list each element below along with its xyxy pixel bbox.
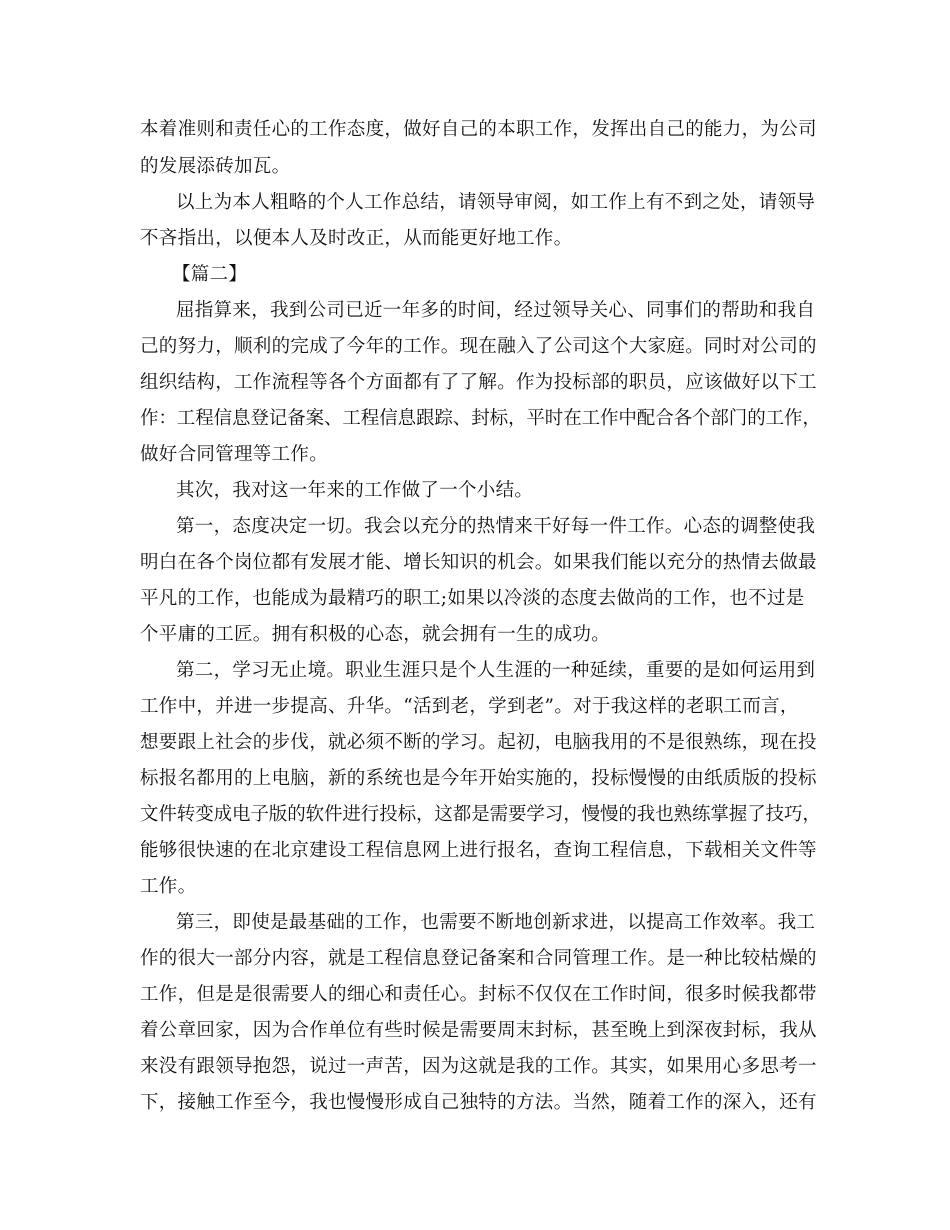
text-line: 己的努力，顺利的完成了今年的工作。现在融入了公司这个大家庭。同时对公司的 bbox=[140, 336, 817, 357]
text-line: 作的很大一部分内容，就是工程信息登记备案和合同管理工作。是一种比较枯燥的 bbox=[140, 948, 817, 969]
text-line: 工作，但是是很需要人的细心和责任心。封标不仅仅在工作时间，很多时候我都带 bbox=[140, 984, 817, 1005]
section-heading: 【篇二】 bbox=[172, 264, 248, 285]
text-line: 来没有跟领导抱怨，说过一声苦，因为这就是我的工作。其实，如果用心多思考一 bbox=[140, 1056, 817, 1077]
text-line: 本着准则和责任心的工作态度，做好自己的本职工作，发挥出自己的能力，为公司 bbox=[140, 119, 817, 140]
text-line: 以上为本人粗略的个人工作总结，请领导审阅，如工作上有不到之处，请领导 bbox=[176, 192, 816, 213]
text-line: 能够很快速的在北京建设工程信息网上进行报名，查询工程信息，下载相关文件等 bbox=[140, 840, 817, 861]
text-line: 第三，即使是最基础的工作，也需要不断地创新求进，以提高工作效率。我工 bbox=[176, 912, 816, 933]
text-line: 平凡的工作，也能成为最精巧的职工;如果以冷淡的态度去做尚的工作，也不过是 bbox=[140, 588, 805, 609]
text-line: 其次，我对这一年来的工作做了一个小结。 bbox=[176, 480, 534, 501]
text-line: 的发展添砖加瓦。 bbox=[140, 156, 291, 177]
text-line: 屈指算来，我到公司已近一年多的时间，经过领导关心、同事们的帮助和我自 bbox=[176, 300, 816, 321]
text-line: 着公章回家，因为合作单位有些时候是需要周末封标，甚至晚上到深夜封标，我从 bbox=[140, 1020, 817, 1041]
text-line: 个平庸的工匠。拥有积极的心态，就会拥有一生的成功。 bbox=[140, 624, 611, 645]
text-line: 工作中，并进一步提高、升华。“活到老，学到老”。对于我这样的老职工而言， bbox=[140, 696, 799, 717]
text-line: 想要跟上社会的步伐，就必须不断的学习。起初，电脑我用的不是很熟练，现在投 bbox=[140, 732, 817, 753]
text-line: 下，接触工作至今，我也慢慢形成自己独特的方法。当然，随着工作的深入，还有 bbox=[140, 1092, 817, 1113]
text-line: 明白在各个岗位都有发展才能、增长知识的机会。如果我们能以充分的热情去做最 bbox=[140, 552, 817, 573]
text-line: 做好合同管理等工作。 bbox=[140, 444, 329, 465]
text-line: 不吝指出，以便本人及时改正，从而能更好地工作。 bbox=[140, 228, 573, 249]
text-line: 组织结构，工作流程等各个方面都有了了解。作为投标部的职员，应该做好以下工 bbox=[140, 372, 817, 393]
text-line: 标报名都用的上电脑，新的系统也是今年开始实施的，投标慢慢的由纸质版的投标 bbox=[140, 768, 817, 789]
text-line: 作：工程信息登记备案、工程信息跟踪、封标，平时在工作中配合各个部门的工作， bbox=[140, 408, 821, 429]
text-line: 第一，态度决定一切。我会以充分的热情来干好每一件工作。心态的调整使我 bbox=[176, 516, 816, 537]
text-line: 第二，学习无止境。职业生涯只是个人生涯的一种延续，重要的是如何运用到 bbox=[176, 660, 816, 681]
text-line: 文件转变成电子版的软件进行投标，这都是需要学习，慢慢的我也熟练掌握了技巧， bbox=[140, 804, 821, 825]
text-line: 工作。 bbox=[140, 876, 197, 897]
